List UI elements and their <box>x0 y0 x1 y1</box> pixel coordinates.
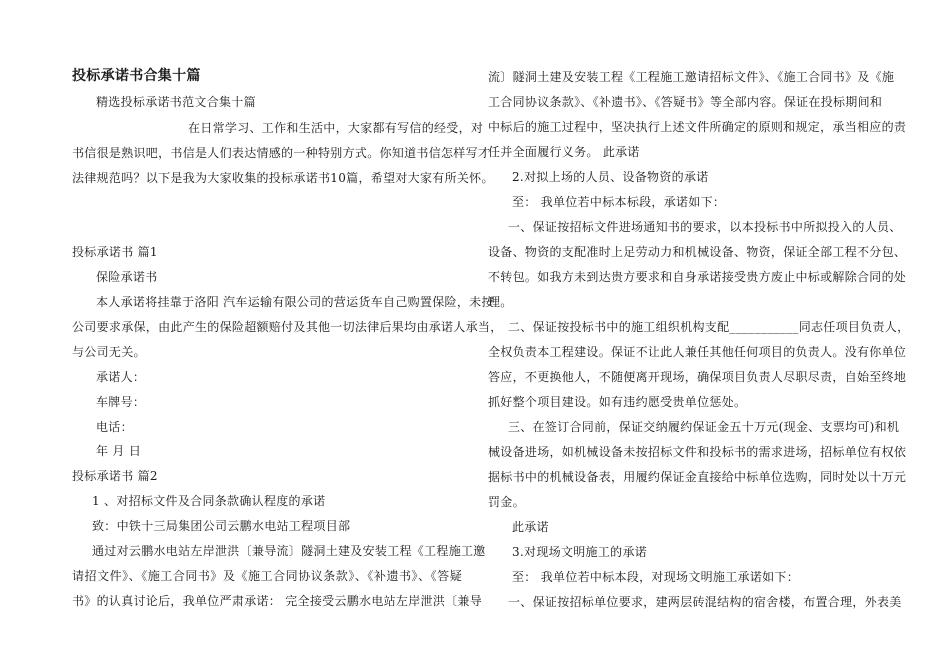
sign-plate-label: 车牌号： <box>96 395 146 409</box>
sign-person-label: 承诺人： <box>96 370 146 384</box>
intro-line-1: 在日常学习、工作和生活中，大家都有写信的经受，对 <box>188 121 484 135</box>
right-cont-line-1: 流〕隧洞土建及安装工程《工程施工邀请招标文件》、《施工合同书》及《施 <box>488 70 895 84</box>
section-heading-1: 投标承诺书 篇1 <box>72 245 158 259</box>
p2-line-2: 全权负责本工程建设。保证不让此人兼任其他任何项目的负责人。没有你单位 <box>488 345 907 359</box>
part2-body-line-1: 通过对云鹏水电站左岸泄洪〔兼导流〕隧洞土建及安装工程《工程施工邀 <box>92 544 486 558</box>
part2-addressee: 致：中铁十三局集团公司云鹏水电站工程项目部 <box>92 519 351 533</box>
p2-line-3: 答应，不更换他人，不随便离开现场，确保项目负责人尽职尽责，自始至终地 <box>488 370 907 384</box>
p3-line-1: 三、在签订合同前，保证交纳履约保证金五十万元(现金、支票均可)和机 <box>508 420 900 434</box>
document-subtitle: 精选投标承诺书范文合集十篇 <box>96 95 256 109</box>
sign-date-label: 年 月 日 <box>96 444 142 458</box>
p3-line-2: 械设备进场，如机械设备未按招标文件和投标书的需求进场，招标单位有权依 <box>488 445 907 459</box>
section-heading-2: 投标承诺书 篇2 <box>72 469 158 483</box>
right-cont-line-2: 工合同协议条款》、《补遗书》、《答疑书》等全部内容。保证在投标期间和 <box>488 95 883 109</box>
sign-phone-label: 电话： <box>96 420 133 434</box>
section-subheading-insurance: 保险承诺书 <box>96 270 158 284</box>
p3-line-4: 罚金。 <box>488 495 525 509</box>
p2-line-1: 二、保证按投标书中的施工组织机构支配___________同志任项目负责人， <box>508 320 910 334</box>
part2-body-line-2: 请招文件》、《施工合同书》及《施工合同协议条款》、《补遗书》、《答疑 <box>72 569 462 583</box>
part1-body-line-3: 与公司无关。 <box>72 345 146 359</box>
p1-line-3: 不转包。如我方未到达贵方要求和自身承诺接受贵方废止中标或解除合同的处 <box>488 270 907 284</box>
p1-line-2: 设备、物资的支配准时上足劳动力和机械设备、物资，保证全部工程不分包、 <box>488 245 907 259</box>
intro-line-2: 书信很是熟识吧，书信是人们表达情感的一种特别方式。你知道书信怎样写才 <box>72 146 491 160</box>
part1-body-line-2: 公司要求承保，由此产生的保险超额赔付及其他一切法律后果均由承诺人承当， <box>72 320 503 334</box>
right-addressee-3: 至： 我单位若中标本段，对现场文明施工承诺如下： <box>512 570 800 584</box>
part1-body-line-1: 本人承诺将挂靠于洛阳 汽车运输有限公司的营运货车自己购置保险，未按 <box>96 295 494 309</box>
part2-body-line-3: 书》的认真讨论后，我单位严肃承诺： 完全接受云鹏水电站左岸泄洪〔兼导 <box>72 594 483 608</box>
right-item-2: 2.对拟上场的人员、设备物资的承诺 <box>512 170 709 184</box>
right-commit: 此承诺 <box>512 520 549 534</box>
p4-line-1: 一、保证按招标单位要求，建两层砖混结构的宿舍楼，布置合理，外表美 <box>508 595 902 609</box>
p3-line-3: 据标书中的机械设备表，用履约保证金直接给中标单位选购，同时处以十万元 <box>488 470 907 484</box>
p1-line-4: 理。 <box>488 295 513 309</box>
p1-line-1: 一、保证按招标文件进场通知书的要求，以本投标书中所拟投入的人员、 <box>508 220 902 234</box>
right-cont-line-3: 中标后的施工过程中，坚决执行上述文件所确定的原则和规定，承当相应的责 <box>488 120 907 134</box>
right-item-3: 3.对现场文明施工的承诺 <box>512 545 648 559</box>
right-addressee-2: 至： 我单位若中标本标段，承诺如下： <box>512 195 726 209</box>
part2-item-1: 1 、对招标文件及合同条款确认程度的承诺 <box>92 494 326 508</box>
document-title: 投标承诺书合集十篇 <box>72 68 201 84</box>
p2-line-4: 抓好整个项目建设。如有违约愿受贵单位惩处。 <box>488 395 747 409</box>
intro-line-3: 法律规范吗？以下是我为大家收集的投标承诺书10篇，希望对大家有所关怀。 <box>72 171 494 185</box>
right-cont-line-4: 任并全面履行义务。 此承诺 <box>488 145 640 159</box>
